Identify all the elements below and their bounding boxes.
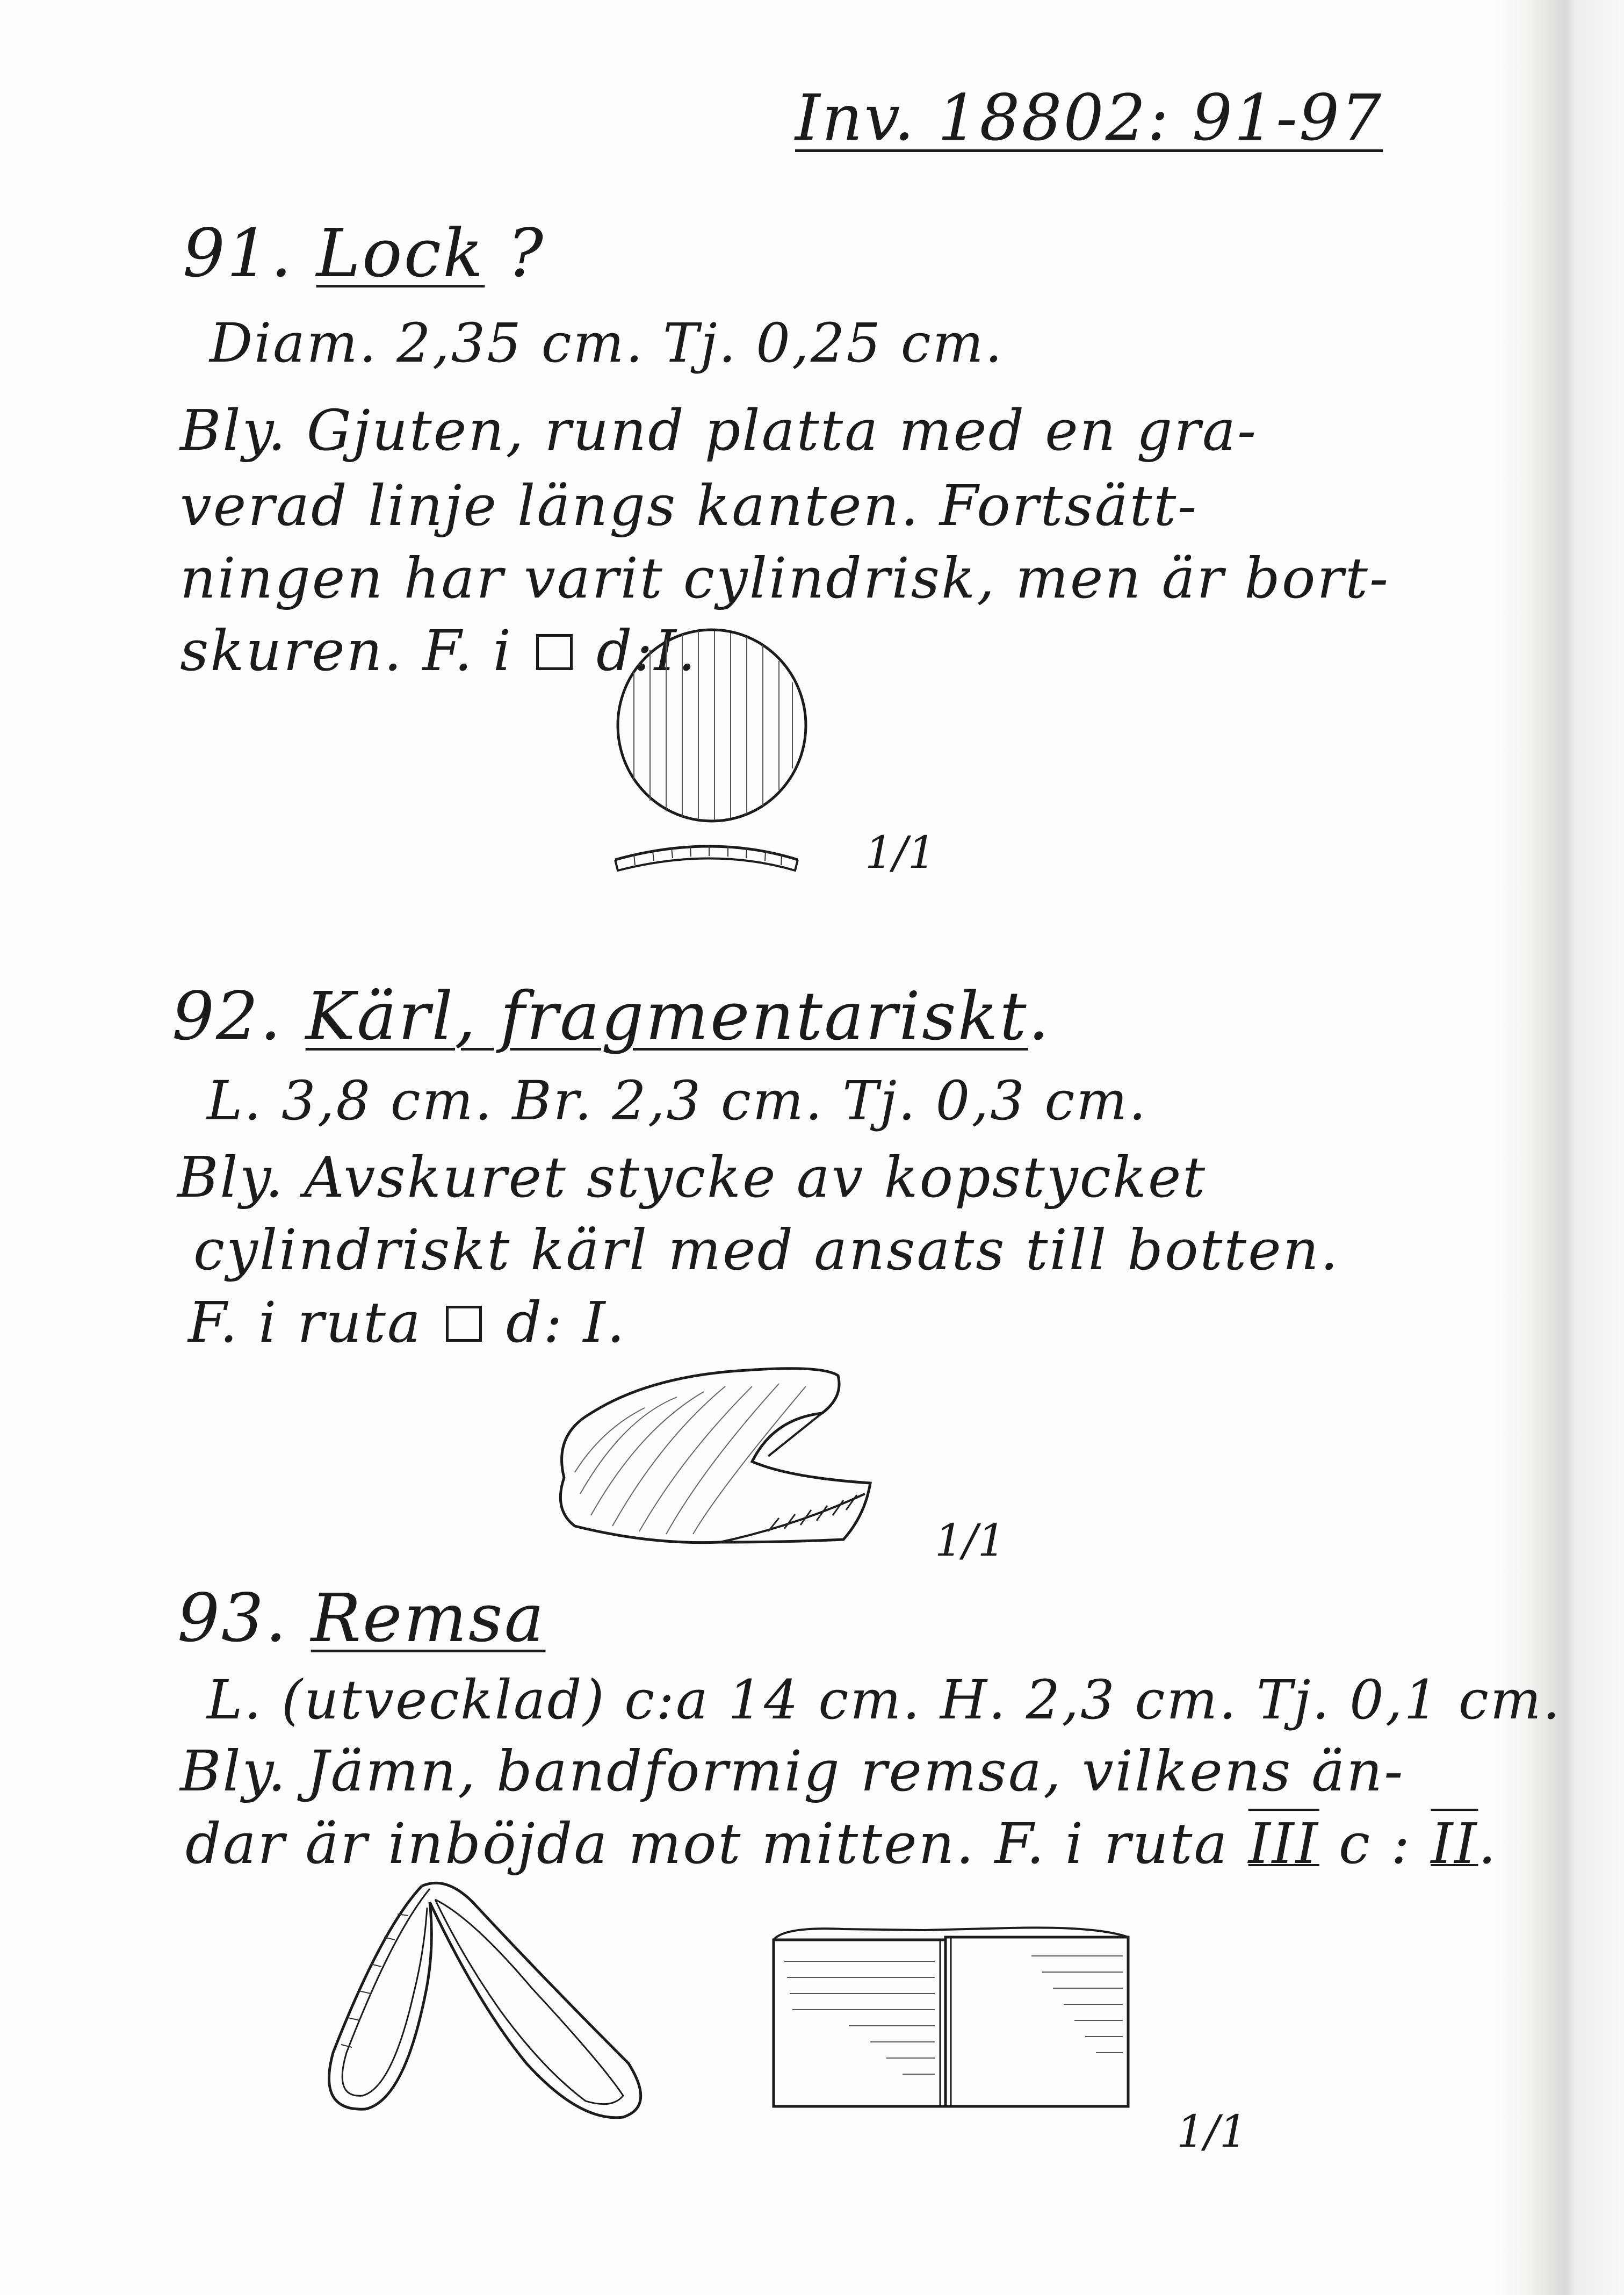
entry-93-measurements: L. (utvecklad) c:a 14 cm. H. 2,3 cm. Tj. 0,1 cm. (207, 1668, 1562, 1731)
entry-91-title-suffix: ? (485, 215, 545, 292)
entry-93-number: 93. (177, 1580, 288, 1657)
entry-92-title: Kärl, fragmentariskt (305, 978, 1028, 1055)
inventory-number: Inv. 18802: 91-97 (795, 81, 1383, 155)
entry-91-heading (183, 215, 545, 292)
entry-93-title: Remsa (311, 1580, 546, 1657)
entry-91-scale: 1/1 (865, 828, 936, 879)
square-symbol-icon (446, 1306, 482, 1342)
entry-91-measurements: Diam. 2,35 cm. Tj. 0,25 cm. (210, 312, 1004, 375)
square-symbol-icon (536, 634, 572, 670)
entry-93-scale: 1/1 (1177, 2106, 1247, 2157)
entry-92-vessel-fragment-drawing (543, 1354, 892, 1553)
entry-92-number: 92. (172, 978, 283, 1055)
entry-93-find-square: III (1248, 1811, 1319, 1876)
entry-91-lid-drawing (602, 618, 827, 876)
entry-92-line-3 (188, 1290, 626, 1355)
entry-93-heading (177, 1580, 546, 1657)
entry-92-title-suffix: . (1028, 978, 1051, 1055)
entry-91-title: Lock (316, 215, 485, 292)
entry-93-strip-loop-drawing (301, 1870, 666, 2139)
entry-93-line-2 (185, 1811, 1498, 1876)
entry-92-heading (172, 978, 1051, 1055)
entry-93-line-1: Bly. Jämn, bandformig remsa, vilkens än- (180, 1738, 1405, 1804)
entry-93-find-prefix: dar är inböjda mot mitten. F. i ruta (185, 1811, 1248, 1876)
entry-93-strip-side-drawing (763, 1924, 1139, 2117)
entry-92-measurements: L. 3,8 cm. Br. 2,3 cm. Tj. 0,3 cm. (207, 1069, 1148, 1132)
entry-92-find-tail: d: I. (486, 1290, 626, 1355)
entry-91-line-1: Bly. Gjuten, rund platta med en gra- (180, 398, 1258, 463)
entry-93-find-layer: II (1431, 1811, 1478, 1876)
entry-92-line-1: Bly. Avskuret stycke av kopstycket (177, 1145, 1207, 1210)
entry-91-line-2: verad linje längs kanten. Fortsätt- (180, 473, 1199, 538)
entry-91-find-tail: d:I. (576, 618, 697, 684)
entry-91-find-prefix: skuren. F. i (180, 618, 532, 684)
entry-92-line-2: cylindriskt kärl med ansats till botten. (193, 1217, 1340, 1283)
entry-93-find-end: . (1478, 1811, 1498, 1876)
entry-91-number: 91. (183, 215, 294, 292)
entry-92-find-prefix: F. i ruta (188, 1290, 442, 1355)
entry-93-find-mid: c : (1319, 1811, 1431, 1876)
page-binding-edge (1495, 0, 1624, 2295)
entry-91-line-3: ningen har varit cylindrisk, men är bort- (180, 545, 1390, 611)
entry-92-scale: 1/1 (935, 1515, 1006, 1566)
